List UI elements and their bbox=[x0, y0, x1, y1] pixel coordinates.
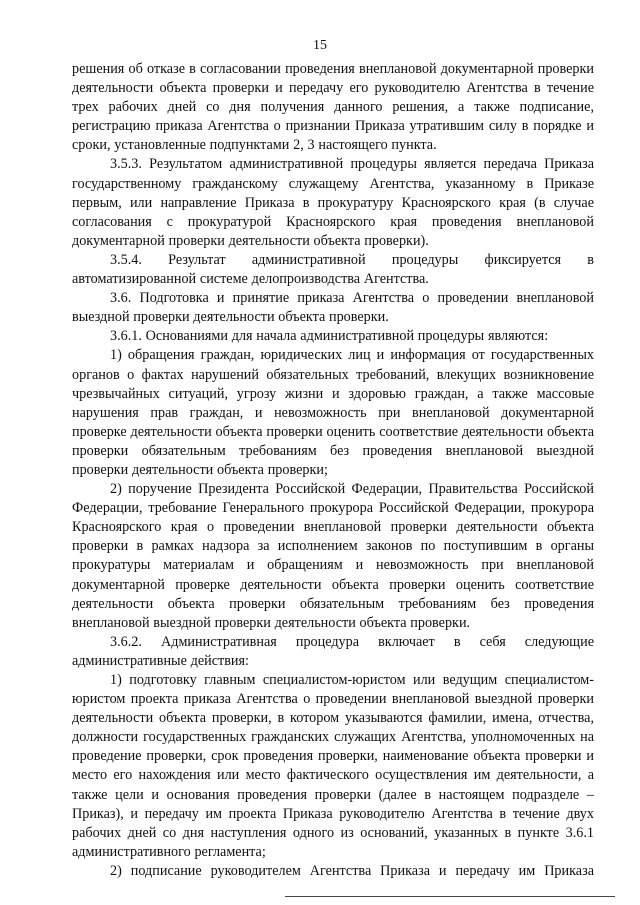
paragraph-3-5-3: 3.5.3. Результатом административной процедуры является передача Приказа государственному гражданскому служащему Агентства, указанному в Приказе первым, или направление Приказа в прокуратуру Красноярского края (в случае согласования с прокуратурой Красноярского края проведения внеплановой документарной проверки деятельности объекта проверки). bbox=[72, 156, 594, 249]
paragraph-3-6-1: 3.6.1. Основаниями для начала административной процедуры являются: bbox=[110, 328, 549, 345]
paragraph-refusal-continuation: решения об отказе в согласовании проведения внеплановой документарной проверки деятельности объекта проверки и передачу его руководителю Агентства в течение трех рабочих дней со дня получения данного решения, а также подписание, регистрацию приказа Агентства о признании Приказа утратившим силу в порядке и сроки, установленные подпунктами 2, 3 настоящего пункта. bbox=[72, 61, 594, 154]
paragraph-3-6-2-item-1: 1) подготовку главным специалистом-юристом или ведущим специалистом-юристом проекта приказа Агентства о проведении внеплановой выездной проверки деятельности объекта проверки, в котором указываются фамилии, имена, отчества, должности государственных гражданских служащих Агентства, уполномоченных на проведение проверки, срок проведения проверки, наименование объекта проверки и место его нахождения или место фактического осуществления им деятельности, а также цели и основания проведения проверки (далее в настоящем подразделе – Приказ), и передачу им проекта Приказа руководителю Агентства в течение двух рабочих дней со дня наступления одного из оснований, указанных в пункте 3.6.1 административного регламента; bbox=[72, 672, 594, 860]
paragraph-3-6-1-item-1: 1) обращения граждан, юридических лиц и информация от государственных органов о фактах нарушений обязательных требований, влекущих возникновение чрезвычайных ситуаций, угрозу жизни и здоровью граждан, а также массовые нарушения прав граждан, и невозможность при внеплановой документарной проверке деятельности объекта проверки оценить соответствие деятельности объекта проверки обязательным требованиям без проведения внеплановой выездной проверки деятельности объекта проверки; bbox=[72, 347, 594, 478]
paragraph-3-6: 3.6. Подготовка и принятие приказа Агентства о проведении внеплановой выездной проверки деятельности объекта проверки. bbox=[72, 290, 594, 326]
paragraph-3-6-1-item-2: 2) поручение Президента Российской Федерации, Правительства Российской Федерации, требование Генерального прокурора Российской Федерации, прокурора Красноярского края о проведении внеплановой проверки деятельности объекта проверки в рамках надзора за исполнением законов по поступившим в органы прокуратуры материалам и обращениям и невозможность при внеплановой документарной проверке деятельности объекта проверки оценить соответствие деятельности объекта проверки обязательным требованиям без проведения внеплановой выездной проверки деятельности объекта проверки. bbox=[72, 481, 594, 631]
page-number: 15 bbox=[313, 38, 327, 53]
document-body bbox=[72, 60, 594, 881]
paragraph-3-6-2-item-2: 2) подписание руководителем Агентства Приказа и передачу им Приказа bbox=[110, 862, 594, 879]
paragraph-3-6-2: 3.6.2. Административная процедура включает в себя следующие административные действия: bbox=[72, 633, 594, 669]
paragraph-3-5-4: 3.5.4. Результат административной процедуры фиксируется в автоматизированной системе делопроизводства Агентства. bbox=[72, 251, 594, 288]
footer-scan-line bbox=[285, 896, 615, 897]
